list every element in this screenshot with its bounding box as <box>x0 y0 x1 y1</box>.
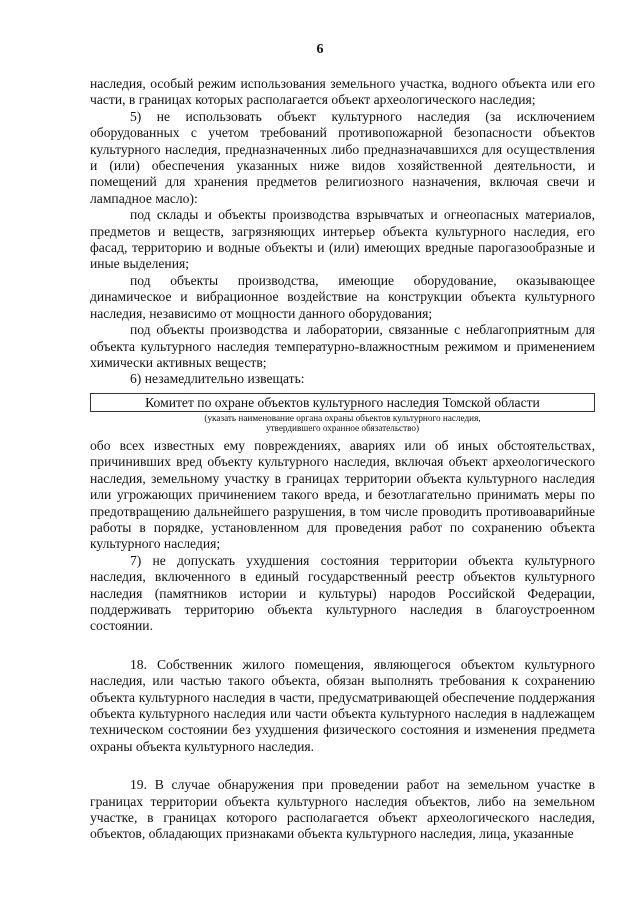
paragraph-item-5: 5) не использовать объект культурного наследия (за исключением оборудованных с учетом требований противопожарной безопасности объектов культурного наследия, предназначенных либо предназначавшихся для осуществления и (или) обеспечения указанных ниже видов хозяйственной деятельности, и помещений для хранения предметов религиозного назначения, включая свечи и лампадное масло): <box>90 108 595 206</box>
paragraph-laboratory-restriction: под объекты производства и лаборатории, связанные с неблагоприятным для объекта культурного наследия температурно-влажностным режимом и применением химически активных веществ; <box>90 322 595 370</box>
paragraph-damage-notice: обо всех известных ему повреждениях, авариях или об иных обстоятельствах, причинивших вред объекту культурного наследия, включая объект археологического наследия, земельному участку в границах территории объекта культурного наследия или угрожающих причинением такого вреда, и безотлагательно принимать меры по предотвращению дальнейшего разрушения, в том числе проводить противоаварийные работы в порядке, установленном для проведения работ по сохранению объекта культурного наследия; <box>90 437 595 552</box>
page-number: 6 <box>316 42 324 57</box>
paragraph-continuation: наследия, особый режим использования земельного участка, водного объекта или его части, в границах которых располагается объект археологического наследия; <box>90 76 595 108</box>
authority-name-box <box>90 393 595 412</box>
authority-name: Комитет по охране объектов культурного наследия Томской области <box>145 394 540 410</box>
authority-note-line2: утвердившего охранное обязательство) <box>265 423 420 434</box>
paragraph-production-restriction: под объекты производства, имеющие оборудование, оказывающее динамическое и вибрационное воздействие на конструкции объекта культурного наследия, независимо от мощности данного оборудования; <box>90 272 595 321</box>
authority-note <box>90 413 595 434</box>
document-body <box>90 76 595 843</box>
paragraph-section-19: 19. В случае обнаружения при проведении работ на земельном участке в границах территории объекта культурного наследия объектов, либо на земельном участке, в границах которого располагается объект археологического наследия, объектов, обладающих признаками объекта культурного наследия, лица, указанные <box>90 777 595 842</box>
paragraph-storage-restriction: под склады и объекты производства взрывчатых и огнеопасных материалов, предметов и веществ, загрязняющих интерьер объекта культурного наследия, его фасад, территорию и водные объекты и (или) имеющих вредные парогазообразные и иные выделения; <box>90 207 595 272</box>
paragraph-item-6: 6) незамедлительно извещать: <box>130 371 305 387</box>
paragraph-section-18: 18. Собственник жилого помещения, являющегося объектом культурного наследия, или частью такого объекта, обязан выполнять требования к сохранению объекта культурного наследия в части, предусматривающей обеспечение поддержания объекта культурного наследия или части объекта культурного наследия в надлежащем техническом состоянии без ухудшения физического состояния и изменения предмета охраны объекта культурного наследия. <box>90 656 595 754</box>
paragraph-item-7: 7) не допускать ухудшения состояния территории объекта культурного наследия, включенного в единый государственный реестр объектов культурного наследия (памятников истории и культуры) народов Российской Федерации, поддерживать территорию объекта культурного наследия в благоустроенном состоянии. <box>90 552 595 634</box>
authority-note-line1: (указать наименование органа охраны объектов культурного наследия, <box>204 412 481 423</box>
